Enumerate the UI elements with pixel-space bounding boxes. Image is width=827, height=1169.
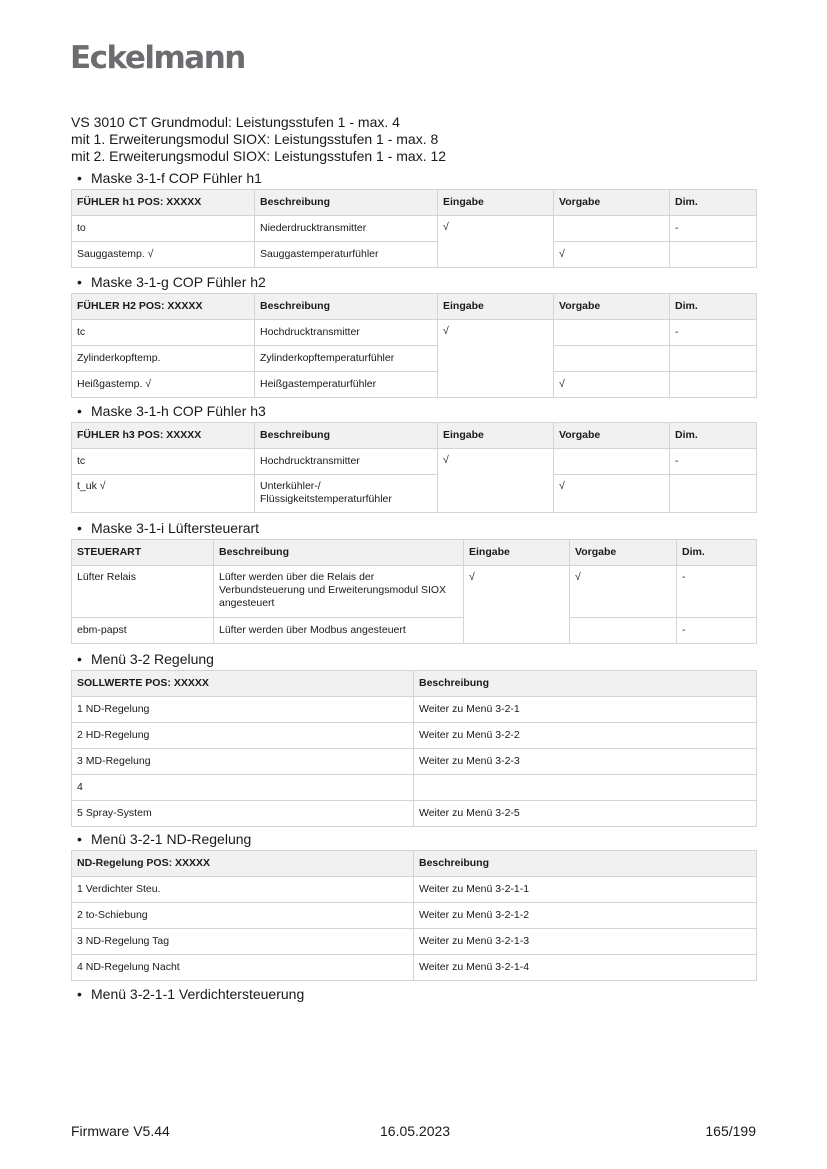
- table-header-row: [72, 671, 757, 697]
- table-header-row: [72, 851, 757, 877]
- table-row: [72, 242, 757, 268]
- column-header: SOLLWERTE POS: XXXXX: [72, 671, 414, 697]
- section-heading: [71, 986, 304, 1003]
- sensor-h2-table: [71, 293, 757, 398]
- section-heading: [71, 831, 251, 848]
- intro-line: mit 1. Erweiterungsmodul SIOX: Leistungsstufen 1 - max. 8: [71, 131, 439, 147]
- table-cell: √: [464, 566, 570, 644]
- setpoints-table: [71, 670, 757, 827]
- table-cell: 2 HD-Regelung: [72, 723, 414, 749]
- bullet-icon: •: [77, 274, 82, 290]
- table-cell: [670, 372, 757, 398]
- table-cell: [554, 449, 670, 475]
- section-title: Menü 3-2 Regelung: [91, 651, 214, 667]
- table-cell: Lüfter Relais: [72, 566, 214, 618]
- table-row: [72, 929, 757, 955]
- table-row: [72, 723, 757, 749]
- table-row: [72, 320, 757, 346]
- table-cell: tc: [72, 320, 255, 346]
- table-cell: √: [570, 566, 677, 618]
- table-cell: 1 ND-Regelung: [72, 697, 414, 723]
- table-cell: √: [438, 449, 554, 513]
- table-cell: Hochdrucktransmitter: [255, 449, 438, 475]
- table-cell: [570, 618, 677, 644]
- table-cell: -: [677, 566, 757, 618]
- table-row: [72, 877, 757, 903]
- fan-control-table: [71, 539, 757, 644]
- section-title: Maske 3-1-i Lüftersteuerart: [91, 520, 260, 536]
- section-heading: [71, 274, 266, 291]
- table-cell: √: [554, 242, 670, 268]
- column-header: Vorgabe: [570, 540, 677, 566]
- table-cell: -: [677, 618, 757, 644]
- section-heading: [71, 403, 266, 420]
- table-cell: Weiter zu Menü 3-2-2: [414, 723, 757, 749]
- column-header: Dim.: [670, 423, 757, 449]
- table-cell: tc: [72, 449, 255, 475]
- column-header: FÜHLER H2 POS: XXXXX: [72, 294, 255, 320]
- bullet-icon: •: [77, 831, 82, 847]
- table-header-row: [72, 540, 757, 566]
- table-cell: Weiter zu Menü 3-2-3: [414, 749, 757, 775]
- column-header: Vorgabe: [554, 190, 670, 216]
- bullet-icon: •: [77, 170, 82, 186]
- table-cell: Heißgastemperaturfühler: [255, 372, 438, 398]
- table-header-row: [72, 294, 757, 320]
- column-header: Eingabe: [438, 190, 554, 216]
- table-row: [72, 216, 757, 242]
- table-cell: Weiter zu Menü 3-2-1-3: [414, 929, 757, 955]
- table-row: [72, 749, 757, 775]
- table-header-row: [72, 190, 757, 216]
- table-row: [72, 775, 757, 801]
- table-cell: 4 ND-Regelung Nacht: [72, 955, 414, 981]
- section-heading: [71, 170, 262, 187]
- table-cell: 4: [72, 775, 414, 801]
- column-header: Beschreibung: [255, 294, 438, 320]
- table-cell: Weiter zu Menü 3-2-1: [414, 697, 757, 723]
- table-row: [72, 475, 757, 513]
- section-title: Maske 3-1-h COP Fühler h3: [91, 403, 266, 419]
- table-cell: -: [670, 449, 757, 475]
- table-cell: Weiter zu Menü 3-2-1-4: [414, 955, 757, 981]
- table-row: [72, 955, 757, 981]
- table-cell: [670, 475, 757, 513]
- section-title: Menü 3-2-1 ND-Regelung: [91, 831, 252, 847]
- column-header: ND-Regelung POS: XXXXX: [72, 851, 414, 877]
- bullet-icon: •: [77, 403, 82, 419]
- table-cell: [554, 320, 670, 346]
- table-cell: [414, 775, 757, 801]
- table-header-row: [72, 423, 757, 449]
- column-header: Beschreibung: [214, 540, 464, 566]
- table-cell: √: [438, 320, 554, 398]
- column-header: Dim.: [670, 190, 757, 216]
- table-cell: Zylinderkopftemperaturfühler: [255, 346, 438, 372]
- table-cell: [670, 346, 757, 372]
- intro-line: VS 3010 CT Grundmodul: Leistungsstufen 1 - max. 4: [71, 114, 400, 130]
- column-header: Vorgabe: [554, 423, 670, 449]
- intro-text: [71, 114, 446, 165]
- column-header: Beschreibung: [255, 423, 438, 449]
- table-cell: [554, 216, 670, 242]
- table-cell: Weiter zu Menü 3-2-1-2: [414, 903, 757, 929]
- table-cell: √: [554, 475, 670, 513]
- table-cell: 5 Spray-System: [72, 801, 414, 827]
- table-cell: √: [554, 372, 670, 398]
- column-header: STEUERART: [72, 540, 214, 566]
- table-cell: Sauggastemperaturfühler: [255, 242, 438, 268]
- intro-line: mit 2. Erweiterungsmodul SIOX: Leistungsstufen 1 - max. 12: [71, 148, 447, 164]
- column-header: Dim.: [670, 294, 757, 320]
- column-header: Beschreibung: [255, 190, 438, 216]
- table-row: [72, 449, 757, 475]
- table-cell: Niederdrucktransmitter: [255, 216, 438, 242]
- table-row: [72, 346, 757, 372]
- nd-regelung-table: [71, 850, 757, 981]
- eckelmann-logo: Eckelmann: [70, 40, 245, 76]
- column-header: Vorgabe: [554, 294, 670, 320]
- sensor-h1-table: [71, 189, 757, 268]
- bullet-icon: •: [77, 651, 82, 667]
- table-cell: Weiter zu Menü 3-2-1-1: [414, 877, 757, 903]
- table-cell: Heißgastemp. √: [72, 372, 255, 398]
- column-header: FÜHLER h3 POS: XXXXX: [72, 423, 255, 449]
- footer-date: 16.05.2023: [380, 1123, 451, 1139]
- table-cell: 3 ND-Regelung Tag: [72, 929, 414, 955]
- table-cell: [670, 242, 757, 268]
- table-cell: -: [670, 320, 757, 346]
- table-cell: to: [72, 216, 255, 242]
- column-header: Dim.: [677, 540, 757, 566]
- table-cell: 2 to-Schiebung: [72, 903, 414, 929]
- table-row: [72, 801, 757, 827]
- table-cell: Unterkühler-/ Flüssigkeitstemperaturfühler: [255, 475, 438, 513]
- table-cell: Sauggastemp. √: [72, 242, 255, 268]
- table-cell: Lüfter werden über Modbus angesteuert: [214, 618, 464, 644]
- bullet-icon: •: [77, 520, 82, 536]
- table-cell: t_uk √: [72, 475, 255, 513]
- bullet-icon: •: [77, 986, 82, 1002]
- section-title: Menü 3-2-1-1 Verdichtersteuerung: [91, 986, 305, 1002]
- column-header: Beschreibung: [414, 851, 757, 877]
- table-cell: Lüfter werden über die Relais der Verbundsteuerung und Erweiterungsmodul SIOX angesteuert: [214, 566, 464, 618]
- section-heading: [71, 651, 214, 668]
- table-row: [72, 903, 757, 929]
- table-row: [72, 618, 757, 644]
- table-cell: -: [670, 216, 757, 242]
- table-cell: [554, 346, 670, 372]
- table-cell: Weiter zu Menü 3-2-5: [414, 801, 757, 827]
- column-header: Eingabe: [438, 294, 554, 320]
- column-header: Eingabe: [464, 540, 570, 566]
- section-title: Maske 3-1-f COP Fühler h1: [91, 170, 262, 186]
- footer-firmware: Firmware V5.44: [71, 1123, 170, 1139]
- table-cell: 3 MD-Regelung: [72, 749, 414, 775]
- section-title: Maske 3-1-g COP Fühler h2: [91, 274, 266, 290]
- column-header: FÜHLER h1 POS: XXXXX: [72, 190, 255, 216]
- table-cell: ebm-papst: [72, 618, 214, 644]
- table-row: [72, 697, 757, 723]
- table-cell: Hochdrucktransmitter: [255, 320, 438, 346]
- table-cell: Zylinderkopftemp.: [72, 346, 255, 372]
- table-cell: 1 Verdichter Steu.: [72, 877, 414, 903]
- column-header: Eingabe: [438, 423, 554, 449]
- table-cell: √: [438, 216, 554, 268]
- section-heading: [71, 520, 259, 537]
- table-row: [72, 566, 757, 618]
- table-row: [72, 372, 757, 398]
- footer-page-number: 165/199: [705, 1123, 756, 1139]
- sensor-h3-table: [71, 422, 757, 513]
- column-header: Beschreibung: [414, 671, 757, 697]
